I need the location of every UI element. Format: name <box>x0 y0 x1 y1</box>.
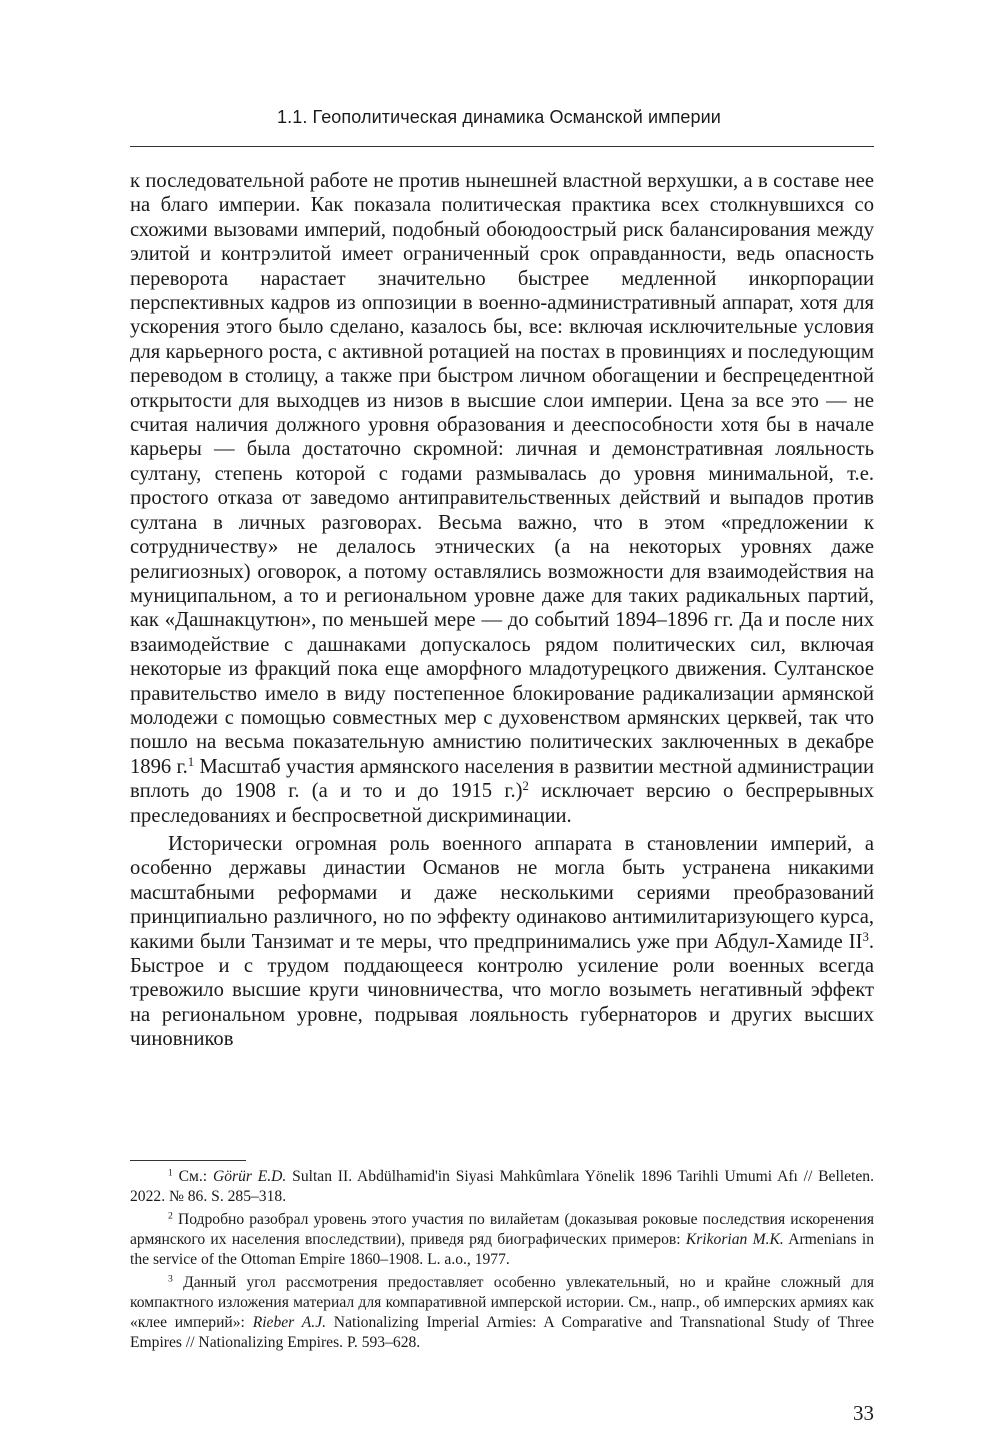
footnote-2-prefix: Подробно разобрал уровень этого участия по вилайетам (доказывая роковые последствия искоренения армянского их населения впоследствии), приведя ряд биографических примеров: <box>130 1211 874 1248</box>
footnote-3-prefix: Данный угол рассмотрения предоставляет особенно увлекательный, но и крайне сложный для компактного изложения материал для компаративной имперской истории. См., напр., об имперских армиях как «клее империй»: <box>130 1274 874 1331</box>
footnote-1-author: Görür E.D. <box>212 1168 287 1185</box>
footnote-3-mark: 3 <box>168 1273 173 1285</box>
main-text <box>130 169 874 1052</box>
footnote-ref-1: 1 <box>187 754 195 769</box>
footnote-1 <box>130 1167 874 1207</box>
paragraph-2 <box>130 832 874 1052</box>
footnote-2-mark: 2 <box>168 1210 173 1222</box>
footnote-2-text: Armenians in the service of the Ottoman Empire 1860–1908. L. a.o., 1977. <box>130 1231 874 1268</box>
footnote-1-mark: 1 <box>168 1167 173 1179</box>
footnote-rule <box>130 1160 246 1161</box>
footnote-1-text: Sultan II. Abdülhamid'in Siyasi Mahkûmlara Yönelik 1896 Tarihli Umumi Afı // Belleten. 2022. № 86. S. 285–318. <box>130 1168 875 1205</box>
footnote-ref-3: 3 <box>862 929 869 944</box>
running-head: 1.1. Геополитическая динамика Османской империи <box>277 107 721 127</box>
footnote-3-text: Nationalizing Imperial Armies: A Comparative and Transnational Study of Three Empires // Nationalizing Empires. P. 593–628. <box>130 1314 874 1351</box>
footnote-3-author: Rieber A.J. <box>252 1314 327 1331</box>
paragraph-2-text-b: . Быстрое и с трудом поддающееся контролю усиление роли военных всегда тревожило высшие круги чиновничества, что могло возыметь негативный эффект на региональном уровне, подрывая лояльность губернаторов и других высших чиновников <box>130 930 874 1051</box>
footnotes <box>130 1167 874 1356</box>
footnote-ref-2: 2 <box>522 779 529 794</box>
header-rule <box>130 146 874 147</box>
footnote-2-author: Krikorian M.K. <box>685 1231 784 1248</box>
paragraph-2-text-a: Исторически огромная роль военного аппарата в становлении империй, а особенно державы династии Османов не могла быть устранена никакими масштабными реформами и даже несколькими сериями преобразований принципиально различного, но по эффекту одинаково антимилитаризующего курса, какими были Танзимат и те меры, что предпринимались уже при Абдул-Хамиде II <box>130 832 874 953</box>
footnote-3 <box>130 1273 874 1353</box>
footnote-2 <box>130 1210 874 1270</box>
paragraph-1-text-b: Масштаб участия армянского населения в развитии местной администрации вплоть до 1908 г. (а и то и до 1915 г.) <box>130 755 874 803</box>
footnote-1-prefix: См.: <box>172 1168 213 1185</box>
paragraph-1-text-a: к последовательной работе не против нынешней властной верхушки, а в составе нее на благо империи. Как показала политическая практика всех столкнувшихся со схожими вызовами империй, подобный обоюдоострый риск балансирования между элитой и контрэлитой имеет ограниченный срок оправданности, ведь опасность переворота нарастает значительно быстрее медленной инкорпорации перспективных кадров из оппозиции в военно-административный аппарат, хотя для ускорения этого было сделано, казалось бы, все: включая исключительные условия для карьерного роста, с активной ротацией на постах в провинциях и последующим переводом в столицу, а также при быстром личном обогащении и беспрецедентной открытости для выходцев из низов в высшие слои империи. Цена за все это — не считая наличия должного уровня образования и дееспособности хотя бы в начале карьеры — была достаточно скромной: личная и демонстративная лояльность султану, степень которой с годами размывалась до уровня минимальной, т.е. простого отказа от заведомо антиправительственных действий и выпадов против султана в личных разговорах. Весьма важно, что в этом «предложении к сотрудничеству» не делалось этнических (а на некоторых уровнях даже религиозных) оговорок, а потому оставлялись возможности для взаимодействия на муниципальном, а то и региональном уровне даже для таких радикальных партий, как «Дашнакцутюн», по меньшей мере — до событий 1894–1896 гг. Да и после них взаимодействие с дашнаками допускалось рядом политических сил, включая некоторые из фракций пока еще аморфного младотурецкого движения. Султанское правительство имело в виду постепенное блокирование радикализации армянской молодежи с помощью совместных мер с духовенством армянских церквей, так что пошло на весьма показательную амнистию политических заключенных в декабре 1896 г. <box>130 170 874 778</box>
page-number: 33 <box>853 1401 874 1425</box>
paragraph-1 <box>130 169 874 828</box>
paragraph-1-text-c: исключает версию о беспрерывных преследованиях и беспросветной дискриминации. <box>130 780 874 827</box>
